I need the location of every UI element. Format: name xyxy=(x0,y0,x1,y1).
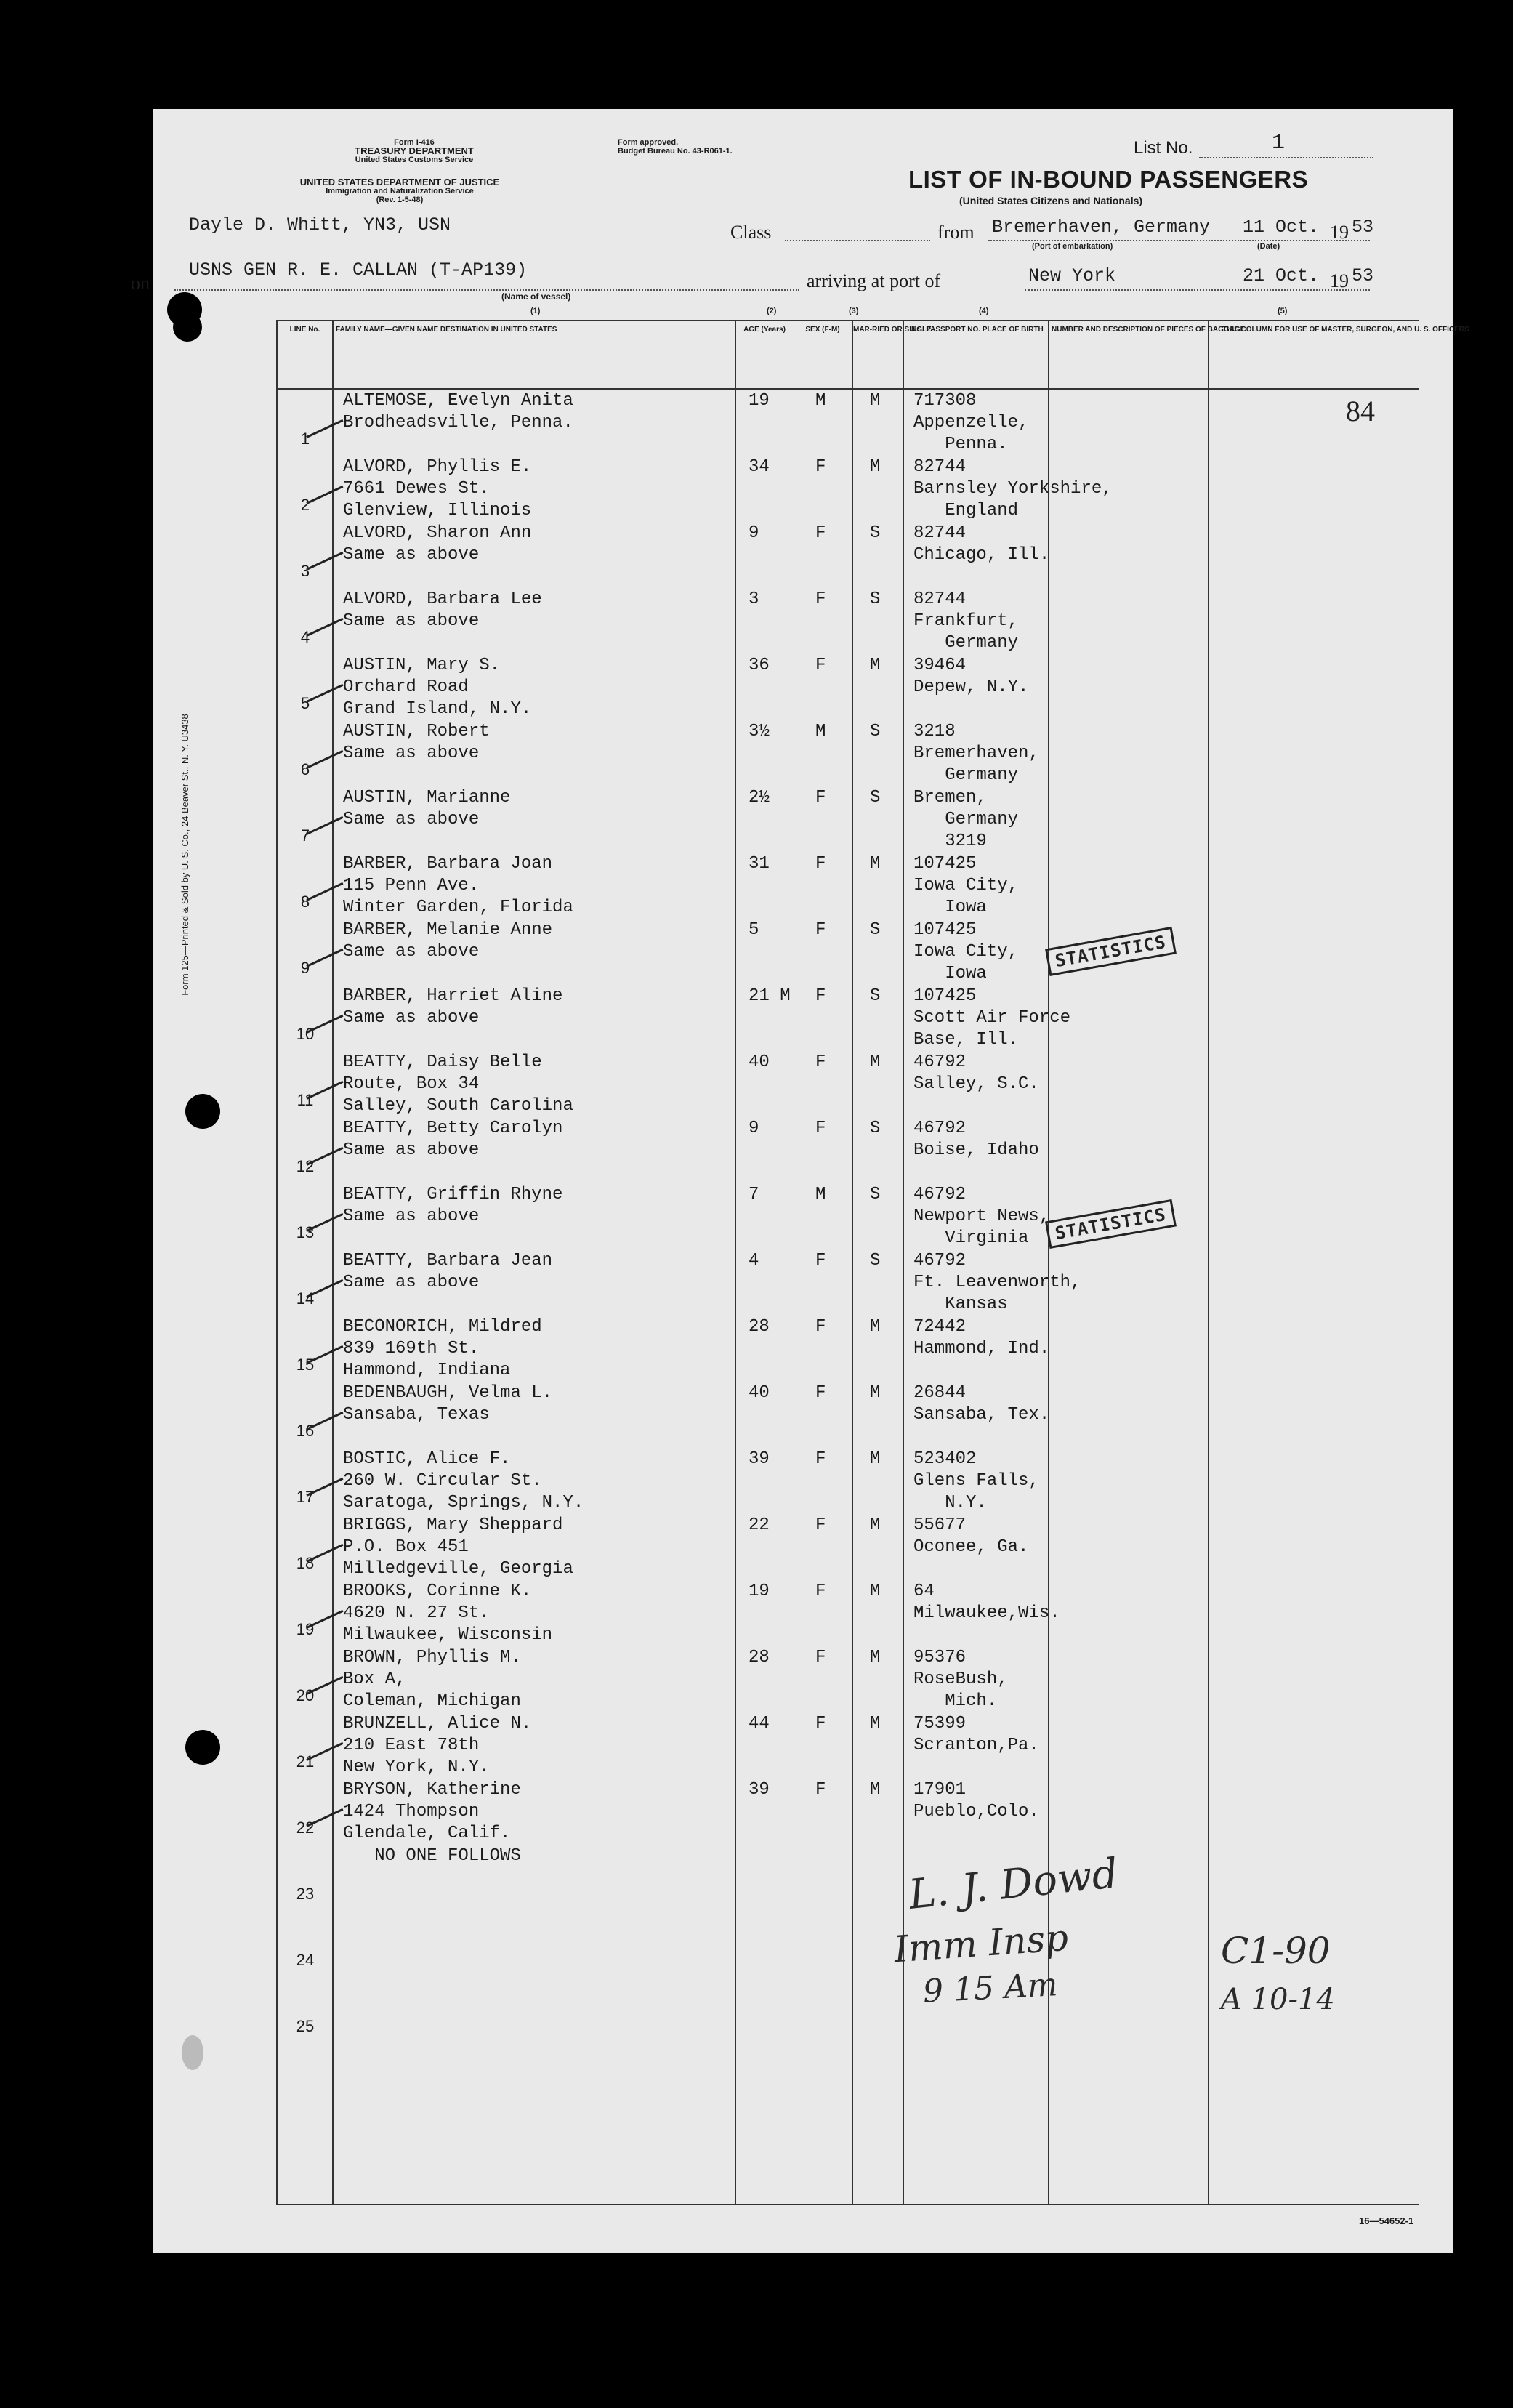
col-num-1: (1) xyxy=(530,307,541,315)
passenger-age: 19 xyxy=(749,391,770,411)
passenger-passport: 46792 Newport News, Virginia xyxy=(913,1185,1050,1248)
vessel-caption: (Name of vessel) xyxy=(501,291,571,302)
statistics-stamp: STATISTICS xyxy=(1045,927,1176,976)
passenger-sex: F xyxy=(815,1251,826,1271)
row-number: 1 xyxy=(300,430,310,448)
passenger-sex: F xyxy=(815,986,826,1006)
passenger-passport: 717308 Appenzelle, Penna. xyxy=(913,391,1029,454)
passenger-passport: 26844 Sansaba, Tex. xyxy=(913,1383,1050,1425)
passenger-marital-status: S xyxy=(870,523,881,543)
embarkation-port: Bremerhaven, Germany xyxy=(992,217,1211,238)
passenger-marital-status: S xyxy=(870,788,881,808)
col-num-5: (5) xyxy=(1278,307,1288,315)
row-number: 3 xyxy=(300,562,310,580)
passenger-age: 39 xyxy=(749,1780,770,1800)
arrival-year: 53 xyxy=(1352,265,1374,286)
table-row xyxy=(278,390,1419,456)
officer-name: Dayle D. Whitt, YN3, USN xyxy=(189,214,451,235)
passenger-sex: F xyxy=(815,1648,826,1667)
row-number: 18 xyxy=(296,1554,315,1572)
passenger-passport: 64 Milwaukee,Wis. xyxy=(913,1582,1060,1623)
passenger-passport: 46792 Boise, Idaho xyxy=(913,1119,1039,1160)
table-row xyxy=(278,589,1419,655)
passenger-sex: F xyxy=(815,1317,826,1337)
passenger-sex: F xyxy=(815,656,826,675)
handwritten-code-2: A 10-14 xyxy=(1221,1983,1335,2016)
page-subtitle: (United States Citizens and Nationals) xyxy=(959,195,1143,206)
passenger-passport: 107425 Iowa City, Iowa xyxy=(913,920,1019,983)
row-number: 12 xyxy=(296,1157,315,1175)
passenger-sex: F xyxy=(815,1052,826,1072)
passenger-name: BECONORICH, Mildred 839 169th St. Hammond, Indiana xyxy=(343,1317,542,1380)
passenger-age: 9 xyxy=(749,1119,759,1138)
passenger-age: 21 M xyxy=(749,986,791,1006)
manifest-page xyxy=(131,109,1469,2253)
passenger-passport: 107425 Iowa City, Iowa xyxy=(913,854,1019,917)
passenger-name: BARBER, Melanie Anne Same as above xyxy=(343,920,553,962)
passenger-sex: F xyxy=(815,589,826,609)
table-row xyxy=(278,919,1419,986)
passenger-marital-status: M xyxy=(870,391,881,411)
passenger-age: 39 xyxy=(749,1449,770,1469)
row-number: 15 xyxy=(296,1356,315,1374)
passenger-marital-status: M xyxy=(870,1582,881,1601)
table-row xyxy=(278,1713,1419,1779)
passenger-sex: F xyxy=(815,1714,826,1733)
row-number: 23 xyxy=(296,1885,315,1903)
table-row xyxy=(278,787,1419,853)
passenger-passport: 46792 Ft. Leavenworth, Kansas xyxy=(913,1251,1081,1314)
col-header-married: MAR-RIED OR SINGLE xyxy=(853,326,932,334)
col-num-3: (3) xyxy=(849,307,859,315)
passenger-age: 31 xyxy=(749,854,770,874)
passenger-passport: Bremen, Germany 3219 xyxy=(913,788,1019,851)
table-row xyxy=(278,986,1419,1052)
punch-hole xyxy=(173,313,202,342)
row-number: 19 xyxy=(296,1620,315,1638)
table-row xyxy=(278,721,1419,787)
statistics-stamp: STATISTICS xyxy=(1045,1199,1176,1249)
passenger-passport: 82744 Frankfurt, Germany xyxy=(913,589,1019,653)
col-num-4: (4) xyxy=(979,307,989,315)
table-row xyxy=(278,655,1419,721)
footer-code: 16—54652-1 xyxy=(1359,2215,1414,2226)
list-no-label: List No. xyxy=(1134,138,1193,158)
passenger-name: AUSTIN, Mary S. Orchard Road Grand Island, N.Y. xyxy=(343,656,532,719)
passenger-marital-status: S xyxy=(870,1119,881,1138)
passenger-name: BEATTY, Barbara Jean Same as above xyxy=(343,1251,553,1292)
col-header-passport: U.S. PASSPORT NO. PLACE OF BIRTH xyxy=(910,326,1044,334)
passenger-name: AUSTIN, Marianne Same as above xyxy=(343,788,511,829)
table-row xyxy=(278,523,1419,589)
row-number: 10 xyxy=(296,1025,315,1043)
col-num-2: (2) xyxy=(767,307,777,315)
passenger-name: ALVORD, Phyllis E. 7661 Dewes St. Glenview, Illinois xyxy=(343,457,532,520)
row-number: 25 xyxy=(296,2017,315,2035)
row-number: 21 xyxy=(296,1752,315,1771)
table-row xyxy=(278,456,1419,523)
passenger-marital-status: M xyxy=(870,1317,881,1337)
passenger-passport: 39464 Depew, N.Y. xyxy=(913,656,1029,697)
table-row xyxy=(278,1581,1419,1647)
col-header-age: AGE (Years) xyxy=(743,326,786,334)
passenger-passport: 82744 Chicago, Ill. xyxy=(913,523,1050,565)
passenger-age: 9 xyxy=(749,523,759,543)
dept-treasury-sub: United States Customs Service xyxy=(355,156,474,164)
passenger-marital-status: M xyxy=(870,1648,881,1667)
passenger-marital-status: M xyxy=(870,1515,881,1535)
signature-inspector: L. J. Dowd xyxy=(906,1850,1121,1919)
passenger-age: 3 xyxy=(749,589,759,609)
passenger-marital-status: S xyxy=(870,589,881,609)
row-number: 11 xyxy=(296,1091,314,1109)
passenger-sex: F xyxy=(815,457,826,477)
form-number: Form I-416 xyxy=(394,138,435,147)
passenger-marital-status: M xyxy=(870,656,881,675)
passenger-sex: F xyxy=(815,1119,826,1138)
list-no-value: 1 xyxy=(1272,131,1286,156)
passenger-sex: F xyxy=(815,788,826,808)
passenger-marital-status: M xyxy=(870,1780,881,1800)
passenger-age: 5 xyxy=(749,920,759,940)
table-row xyxy=(278,1118,1419,1184)
embarkation-year: 53 xyxy=(1352,217,1374,238)
passenger-sex: F xyxy=(815,920,826,940)
passenger-name: BEDENBAUGH, Velma L. Sansaba, Texas xyxy=(343,1383,553,1425)
passenger-age: 2½ xyxy=(749,788,770,808)
passenger-passport: 17901 Pueblo,Colo. xyxy=(913,1780,1039,1821)
passenger-name: BROOKS, Corinne K. 4620 N. 27 St. Milwaukee, Wisconsin xyxy=(343,1582,553,1645)
row-number: 4 xyxy=(300,628,310,646)
col-header-officers: THIS COLUMN FOR USE OF MASTER, SURGEON, AND U. S. OFFICERS xyxy=(1222,326,1469,334)
table-row xyxy=(278,853,1419,919)
table-row xyxy=(278,1382,1419,1449)
passenger-name: BARBER, Barbara Joan 115 Penn Ave. Winter Garden, Florida xyxy=(343,854,573,917)
passenger-name: BEATTY, Betty Carolyn Same as above xyxy=(343,1119,563,1160)
passenger-age: 40 xyxy=(749,1383,770,1403)
punch-hole xyxy=(185,1730,220,1765)
passenger-age: 40 xyxy=(749,1052,770,1072)
embarkation-date: 11 Oct. xyxy=(1243,217,1320,238)
dept-treasury: TREASURY DEPARTMENT xyxy=(355,145,474,156)
passenger-marital-status: M xyxy=(870,1714,881,1733)
arriving-label: arriving at port of xyxy=(807,270,941,291)
punch-hole xyxy=(185,1094,220,1129)
row-number: 22 xyxy=(296,1819,315,1837)
table-row xyxy=(278,1449,1419,1515)
passenger-marital-status: S xyxy=(870,1251,881,1271)
form-approved: Form approved. xyxy=(618,138,679,147)
passenger-table xyxy=(276,320,1469,2205)
on-label: on xyxy=(131,273,150,294)
passenger-name: BRIGGS, Mary Sheppard P.O. Box 451 Milledgeville, Georgia xyxy=(343,1515,573,1579)
row-number: 16 xyxy=(296,1422,315,1440)
passenger-age: 28 xyxy=(749,1648,770,1667)
passenger-age: 34 xyxy=(749,457,770,477)
handwritten-code: C1-90 xyxy=(1221,1930,1331,1972)
col-header-baggage: NUMBER AND DESCRIPTION OF PIECES OF BAGGAGE xyxy=(1052,326,1246,334)
passenger-name: BARBER, Harriet Aline Same as above xyxy=(343,986,563,1028)
passenger-age: 4 xyxy=(749,1251,759,1271)
class-label: Class xyxy=(730,222,772,243)
col-header-sex: SEX (F-M) xyxy=(805,326,840,334)
table-row xyxy=(278,1845,1419,1912)
passenger-sex: F xyxy=(815,1780,826,1800)
passenger-name: BRYSON, Katherine 1424 Thompson Glendale, Calif. xyxy=(343,1780,521,1843)
from-label: from xyxy=(937,222,975,243)
passenger-sex: M xyxy=(815,391,826,411)
passenger-age: 44 xyxy=(749,1714,770,1733)
passenger-passport: 75399 Scranton,Pa. xyxy=(913,1714,1039,1755)
passenger-name: BOSTIC, Alice F. 260 W. Circular St. Saratoga, Springs, N.Y. xyxy=(343,1449,584,1513)
col-header-line: LINE No. xyxy=(289,326,320,334)
year-prefix: 19 xyxy=(1330,222,1349,243)
row-number: 14 xyxy=(296,1289,315,1308)
row-number: 9 xyxy=(300,959,310,977)
passenger-sex: F xyxy=(815,1582,826,1601)
passenger-sex: F xyxy=(815,1515,826,1535)
passenger-sex: M xyxy=(815,722,826,741)
passenger-marital-status: S xyxy=(870,920,881,940)
table-row xyxy=(278,1184,1419,1250)
row-number: 2 xyxy=(300,496,310,514)
passenger-name: ALVORD, Barbara Lee Same as above xyxy=(343,589,542,631)
passenger-sex: M xyxy=(815,1185,826,1204)
row-number: 24 xyxy=(296,1951,315,1969)
officer-note: 84 xyxy=(1346,395,1375,427)
passenger-marital-status: S xyxy=(870,986,881,1006)
passenger-passport: 55677 Oconee, Ga. xyxy=(913,1515,1029,1557)
passenger-marital-status: S xyxy=(870,722,881,741)
row-number: 20 xyxy=(296,1686,315,1704)
passenger-age: 28 xyxy=(749,1317,770,1337)
passenger-marital-status: M xyxy=(870,1449,881,1469)
passenger-age: 3½ xyxy=(749,722,770,741)
port-embarkation-caption: (Port of embarkation) xyxy=(1032,242,1113,251)
side-print: Form 125—Printed & Sold by U. S. Co., 24 Beaver St., N. Y. U3438 xyxy=(179,714,190,996)
passenger-sex: F xyxy=(815,1383,826,1403)
table-row xyxy=(278,1647,1419,1713)
arrival-port: New York xyxy=(1028,265,1116,286)
table-row xyxy=(278,1316,1419,1382)
passenger-passport: 82744 Barnsley Yorkshire, England xyxy=(913,457,1113,520)
passenger-age: 22 xyxy=(749,1515,770,1535)
passenger-name: ALTEMOSE, Evelyn Anita Brodheadsville, Penna. xyxy=(343,391,573,432)
passenger-name: NO ONE FOLLOWS xyxy=(343,1846,521,1866)
passenger-passport: 3218 Bremerhaven, Germany xyxy=(913,722,1039,785)
passenger-passport: 46792 Salley, S.C. xyxy=(913,1052,1039,1094)
passenger-name: BEATTY, Griffin Rhyne Same as above xyxy=(343,1185,563,1226)
budget-bureau: Budget Bureau No. 43-R061-1. xyxy=(618,147,733,156)
passenger-marital-status: S xyxy=(870,1185,881,1204)
row-number: 8 xyxy=(300,893,310,911)
table-row xyxy=(278,1052,1419,1118)
passenger-age: 7 xyxy=(749,1185,759,1204)
table-row xyxy=(278,1779,1419,1845)
passenger-marital-status: M xyxy=(870,854,881,874)
table-row xyxy=(278,1515,1419,1581)
passenger-passport: 72442 Hammond, Ind. xyxy=(913,1317,1050,1358)
row-number: 7 xyxy=(300,826,310,845)
vessel-name: USNS GEN R. E. CALLAN (T-AP139) xyxy=(189,259,528,281)
passenger-name: ALVORD, Sharon Ann Same as above xyxy=(343,523,532,565)
dept-justice-sub: Immigration and Naturalization Service xyxy=(326,187,474,196)
passenger-name: AUSTIN, Robert Same as above xyxy=(343,722,490,763)
passenger-name: BEATTY, Daisy Belle Route, Box 34 Salley, South Carolina xyxy=(343,1052,573,1116)
date-caption: (Date) xyxy=(1257,242,1280,251)
passenger-marital-status: M xyxy=(870,457,881,477)
passenger-marital-status: M xyxy=(870,1383,881,1403)
arrival-year-prefix: 19 xyxy=(1330,270,1349,291)
page-title: LIST OF IN-BOUND PASSENGERS xyxy=(908,166,1309,193)
signature-title: Imm Insp xyxy=(892,1916,1070,1971)
row-number: 17 xyxy=(296,1488,315,1506)
passenger-sex: F xyxy=(815,854,826,874)
row-number: 6 xyxy=(300,760,310,778)
form-revision: (Rev. 1-5-48) xyxy=(376,196,424,204)
row-number: 13 xyxy=(296,1223,315,1241)
passenger-passport: 95376 RoseBush, Mich. xyxy=(913,1648,1008,1711)
row-number: 5 xyxy=(300,694,310,712)
passenger-passport: 523402 Glens Falls, N.Y. xyxy=(913,1449,1039,1513)
table-row xyxy=(278,1250,1419,1316)
passenger-name: BRUNZELL, Alice N. 210 East 78th New York, N.Y. xyxy=(343,1714,532,1777)
dept-justice: UNITED STATES DEPARTMENT OF JUSTICE xyxy=(299,177,500,188)
torn-hole xyxy=(182,2035,203,2070)
passenger-marital-status: M xyxy=(870,1052,881,1072)
passenger-age: 19 xyxy=(749,1582,770,1601)
passenger-sex: F xyxy=(815,523,826,543)
passenger-sex: F xyxy=(815,1449,826,1469)
passenger-name: BROWN, Phyllis M. Box A, Coleman, Michigan xyxy=(343,1648,521,1711)
passenger-age: 36 xyxy=(749,656,770,675)
arrival-date: 21 Oct. xyxy=(1243,265,1320,286)
passenger-passport: 107425 Scott Air Force Base, Ill. xyxy=(913,986,1071,1050)
col-header-name: FAMILY NAME—GIVEN NAME DESTINATION IN UNITED STATES xyxy=(336,326,557,334)
handwritten-time: 9 15 Am xyxy=(921,1966,1059,2010)
